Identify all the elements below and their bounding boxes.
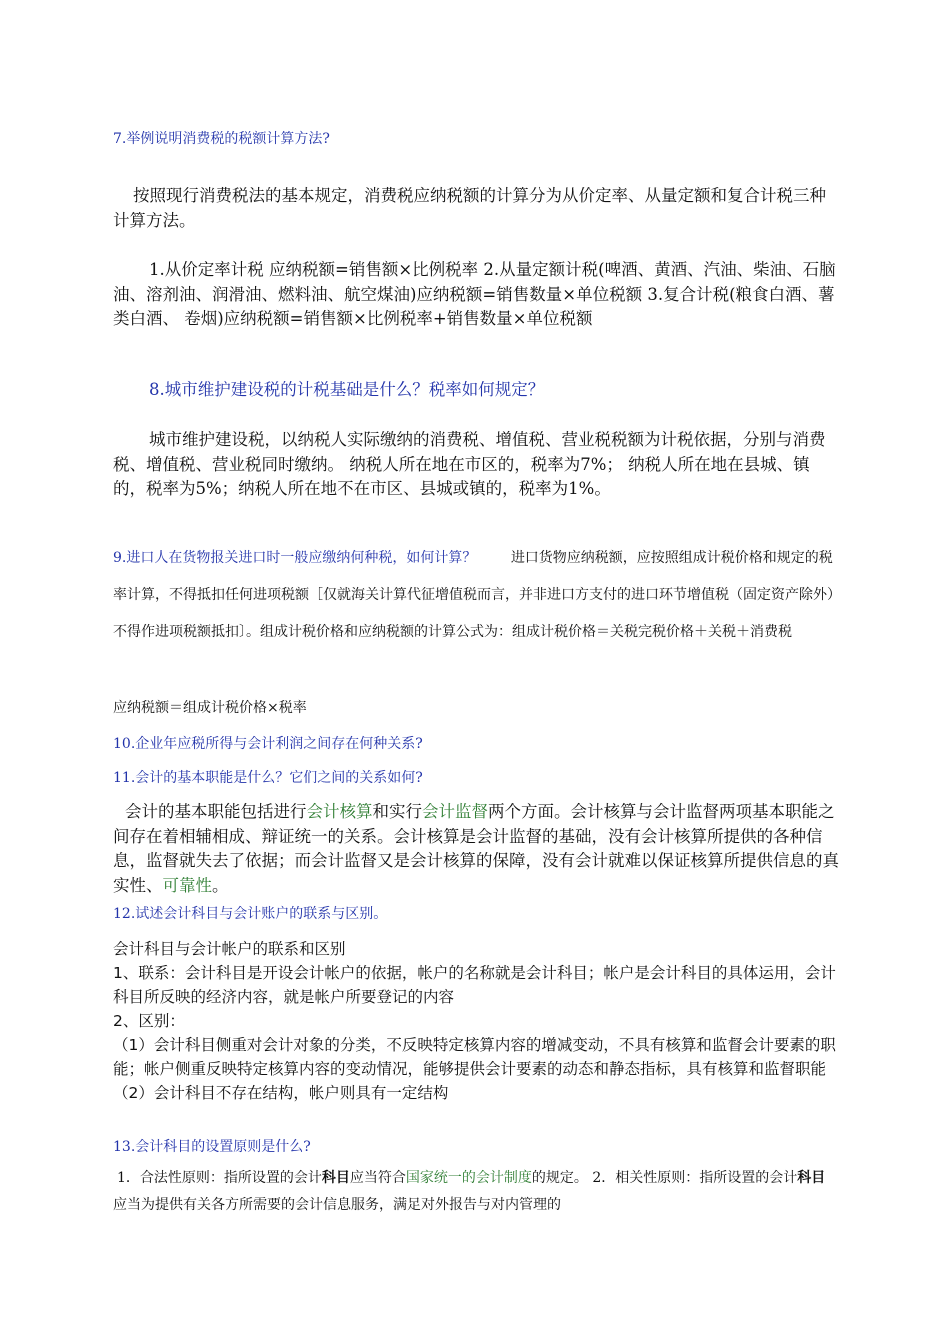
q11-text-4: 。 — [212, 875, 229, 895]
question-8-title: 8.城市维护建设税的计税基础是什么？税率如何规定？ — [149, 380, 545, 399]
q12-line-difference-2: （2）会计科目不存在结构，帐户则具有一定结构 — [113, 1084, 449, 1102]
q9-formula: 应纳税额＝组成计税价格×税率 — [113, 700, 307, 716]
q13-text-2: 应当符合 — [349, 1170, 406, 1186]
question-11-title: 11.会计的基本职能是什么？它们之间的关系如何? — [113, 770, 423, 786]
link-national-accounting-system[interactable]: 国家统一的会计制度 — [405, 1170, 532, 1186]
q7-paragraph-2: 1.从价定率计税 应纳税额=销售额×比例税率 2.从量定额计税(啤酒、黄酒、汽油、柴油、石脑油、溶剂油、润滑油、燃料油、航空煤油)应纳税额=销售数量×单位税额 3.复合计税(粮食白酒、薯类白酒、 卷烟)应纳税额=销售额×比例税率+销售数量×单位税额 — [113, 260, 836, 328]
q12-body — [113, 937, 839, 1105]
q13-text-1: 1．合法性原则：指所设置的会计 — [117, 1170, 322, 1186]
q12-line-heading: 会计科目与会计帐户的联系和区别 — [113, 940, 346, 958]
q12-line-difference-heading: 2、区别： — [113, 1012, 185, 1030]
q13-paragraph — [113, 1165, 839, 1219]
q11-text-2: 和实行 — [372, 802, 422, 821]
q9-paragraph-1: 进口货物应纳税额，应按照组成计税价格和规定的税率计算，不得抵扣任何进项税额［仅就海关计算代征增值税而言，并非进口方支付的进口环节增值税（固定资产除外）不得作进项税额抵扣〕。组成计税价格和应纳税额的计算公式为：组成计税价格＝关税完税价格＋关税＋消费税 — [113, 550, 834, 640]
link-reliability[interactable]: 可靠性 — [162, 875, 212, 895]
q12-line-difference-1: （1）会计科目侧重对会计对象的分类，不反映特定核算内容的增减变动，不具有核算和监督会计要素的职能；帐户侧重反映特定核算内容的变动情况，能够提供会计要素的动态和静态指标，具有核算和监督职能 — [113, 1036, 836, 1078]
q13-keyword-1: 科目 — [321, 1170, 350, 1186]
q13-keyword-2: 科目 — [797, 1170, 826, 1186]
question-7-title: 7.举例说明消费税的税额计算方法? — [113, 131, 330, 147]
q7-paragraph-1: 按照现行消费税法的基本规定，消费税应纳税额的计算分为从价定率、从量定额和复合计税三种计算方法。 — [113, 186, 826, 230]
link-accounting-supervision[interactable]: 会计监督 — [422, 802, 488, 821]
q11-text-3: 两个方面。会计核算与会计监督两项基本职能之间存在着相辅相成、辩证统一的关系。会计核算是会计监督的基础，没有会计核算所提供的各种信息，监督就失去了依据；而会计监督又是会计核算的保障，没有会计就难以保证核算所提供信息的真实性、 — [113, 802, 839, 895]
q9-block — [113, 540, 839, 651]
q8-paragraph-1: 城市维护建设税，以纳税人实际缴纳的消费税、增值税、营业税税额为计税依据，分别与消费税、增值税、营业税同时缴纳。 纳税人所在地在市区的，税率为7%； 纳税人所在地在县城、镇的，税率为5%；纳税人所在地不在市区、县城或镇的，税率为1%。 — [113, 430, 826, 498]
question-13-title: 13.会计科目的设置原则是什么? — [113, 1139, 311, 1155]
q11-paragraph — [113, 800, 839, 898]
question-10-title: 10.企业年应税所得与会计利润之间存在何种关系? — [113, 736, 423, 752]
link-accounting-calculation[interactable]: 会计核算 — [306, 802, 373, 821]
q13-text-3: 的规定。 2．相关性原则：指所设置的会计 — [531, 1170, 798, 1186]
question-12-title: 12.试述会计科目与会计账户的联系与区别。 — [113, 906, 388, 922]
q13-text-4: 应当为提供有关各方所需要的会计信息服务，满足对外报告与对内管理的 — [113, 1197, 561, 1213]
q11-text-1: 会计的基本职能包括进行 — [125, 802, 307, 821]
q12-line-relation: 1、联系：会计科目是开设会计帐户的依据，帐户的名称就是会计科目；帐户是会计科目的具体运用，会计科目所反映的经济内容，就是帐户所要登记的内容 — [113, 964, 836, 1006]
question-9-title: 9.进口人在货物报关进口时一般应缴纳何种税，如何计算？ — [113, 550, 477, 566]
